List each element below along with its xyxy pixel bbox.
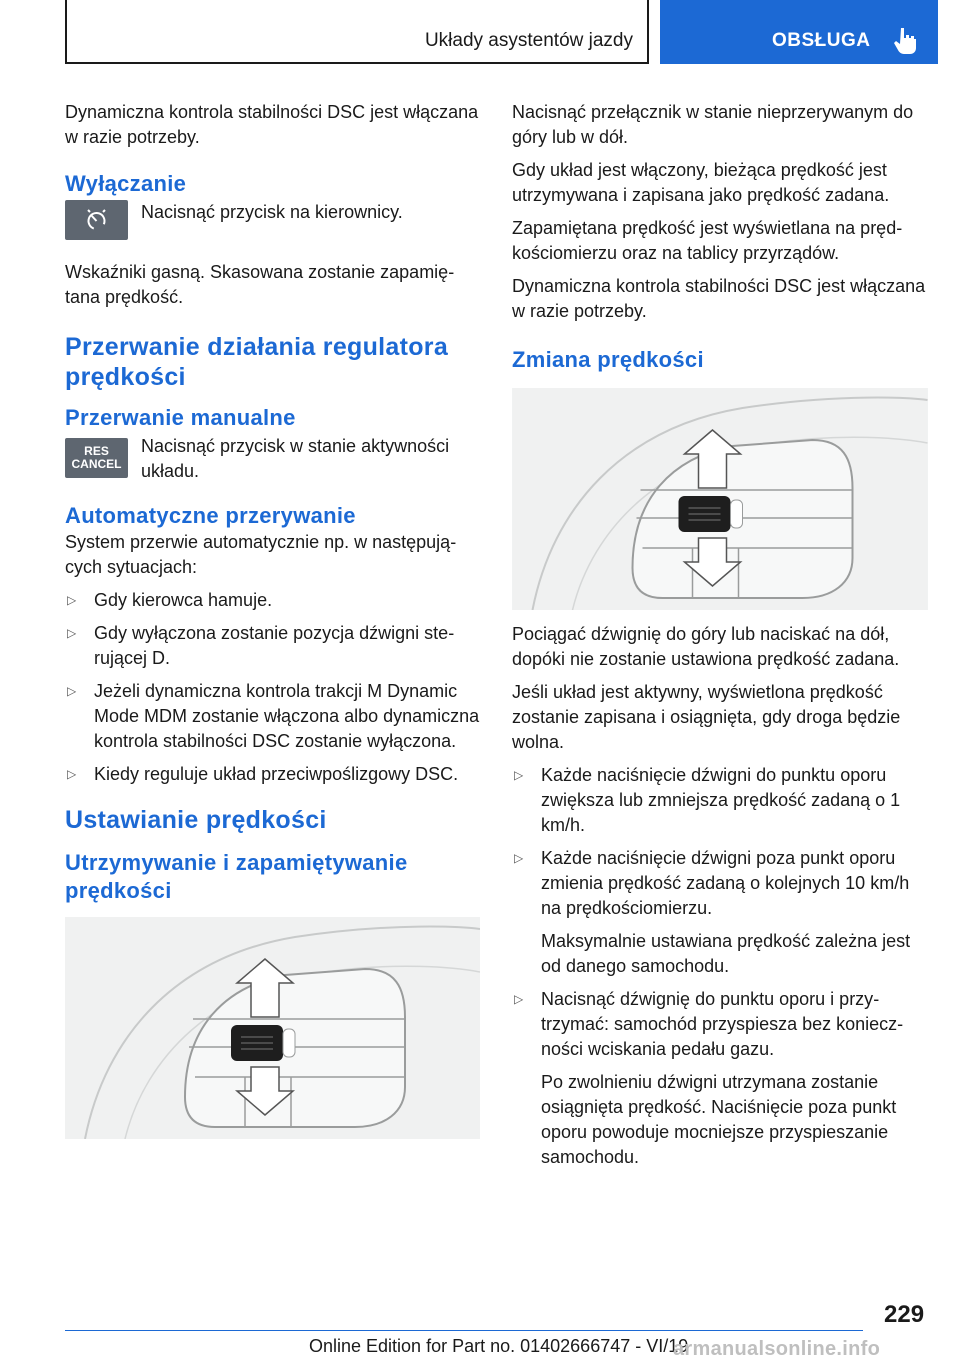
list-item: ▷ Jeżeli dynamiczna kontrola trakcji M Dynamic Mode MDM zostanie włączona albo dynamiczna kontrola stabilności DSC zostanie wyłączona.	[67, 681, 480, 751]
speedometer-icon	[65, 200, 128, 240]
heading-hold-speed: Utrzymywanie i zapamiętywanie prędkości	[65, 850, 408, 903]
right-paragraph: Dynamiczna kontrola stabilności DSC jest włączana w razie potrzeby.	[512, 276, 926, 321]
after-image-paragraph: Jeśli układ jest aktywny, wyświetlona prędkość zostanie zapisana i osiągnięta, gdy droga będzie wolna.	[512, 682, 901, 752]
off-result-text: Wskaźniki gasną. Skasowana zostanie zapamiętana prędkość.	[65, 262, 455, 307]
chapter-tab[interactable]	[660, 0, 938, 64]
cancel-label: CANCEL	[71, 457, 122, 471]
manual-instruction: Nacisnąć przycisk w stanie aktywności układu.	[141, 436, 450, 481]
bullet-triangle-icon: ▷	[514, 851, 524, 865]
header-section-box	[65, 0, 649, 64]
res-cancel-button-icon	[65, 438, 128, 478]
list-sub-paragraph: Po zwolnieniu dźwigni utrzymana zostanie osiągnięta prędkość. Naciśnięcie poza punkt oporu powoduje mocniejsze przyspieszanie samochodu.	[541, 1072, 897, 1167]
bullet-triangle-icon: ▷	[67, 593, 77, 607]
list-sub-paragraph: Maksymalnie ustawiana prędkość zależna jest od danego samochodu.	[541, 931, 911, 976]
steering-wheel-illustration	[65, 917, 480, 1139]
bullet-triangle-icon: ▷	[67, 626, 77, 640]
bullet-triangle-icon: ▷	[514, 992, 524, 1006]
right-paragraph: Zapamiętana prędkość jest wyświetlana na prędkościomierzu oraz na tablicy przyrządów.	[512, 218, 903, 263]
heading-set-speed: Ustawianie prędkości	[65, 806, 327, 834]
heading-wylaczanie: Wyłączanie	[65, 171, 187, 196]
change-speed-list-cont	[512, 987, 928, 1062]
chapter-tab-label: OBSŁUGA	[772, 30, 871, 51]
cruise-control-off-icon	[65, 200, 128, 240]
watermark: armanualsonline.info	[673, 1338, 881, 1360]
steering-wheel-illustration	[512, 388, 928, 610]
off-instruction: Nacisnąć przycisk na kierownicy.	[141, 202, 403, 222]
heading-interrupt: Przerwanie działania regulatora prędkości	[65, 333, 449, 391]
right-column	[512, 100, 928, 1178]
page-number: 229	[884, 1301, 925, 1328]
left-column	[65, 100, 481, 1139]
bullet-triangle-icon: ▷	[67, 684, 77, 698]
left-intro-text: Dynamiczna kontrola stabilności DSC jest włączana w razie potrzeby.	[65, 102, 479, 147]
heading-auto: Automatyczne przerywanie	[65, 503, 356, 528]
heading-manual: Przerwanie manualne	[65, 405, 296, 430]
res-cancel-row	[65, 434, 481, 490]
list-item: ▷ Gdy kierowca hamuje.	[65, 588, 481, 613]
steering-wheel-lever-image-right	[512, 388, 928, 610]
list-item: ▷ Nacisnąć dźwignię do punktu oporu i przytrzymać: samochód przyspiesza bez konieczności wciskania pedału gazu.	[514, 989, 904, 1059]
off-button-row	[65, 200, 481, 250]
bullet-triangle-icon: ▷	[67, 767, 77, 781]
right-paragraph: Nacisnąć przełącznik w stanie nieprzerywanym do góry lub w dół.	[512, 102, 914, 147]
res-label: RES	[84, 444, 109, 458]
hand-pointer-icon	[893, 26, 919, 54]
auto-list	[65, 588, 481, 787]
bullet-triangle-icon: ▷	[514, 768, 524, 782]
list-item: ▷ Gdy wyłączona zostanie pozycja dźwigni sterującej D.	[67, 623, 455, 668]
list-item: ▷ Każde naciśnięcie dźwigni poza punkt oporu zmienia prędkość zadaną o kolejnych 10 km/h na prędkościomierzu.	[514, 848, 910, 918]
section-title: Układy asystentów jazdy	[424, 30, 633, 51]
auto-intro-text: System przerwie automatycznie np. w następujących sytuacjach:	[65, 532, 457, 577]
steering-wheel-lever-image-left	[65, 917, 480, 1139]
list-item: ▷ Kiedy reguluje układ przeciwpoślizgowy DSC.	[65, 762, 481, 787]
after-image-paragraph: Pociągać dźwignię do góry lub naciskać na dół, dopóki nie zostanie ustawiona prędkość zadana.	[512, 624, 900, 669]
heading-change-speed: Zmiana prędkości	[512, 347, 704, 372]
change-speed-list	[512, 763, 928, 921]
list-item: ▷ Każde naciśnięcie dźwigni do punktu oporu zwiększa lub zmniejsza prędkość zadaną o 1 km/h.	[514, 765, 901, 835]
right-paragraph: Gdy układ jest włączony, bieżąca prędkość jest utrzymywana i zapisana jako prędkość zadana.	[512, 160, 890, 205]
footer-divider	[65, 1330, 863, 1331]
edition-text: Online Edition for Part no. 01402666747 - VI/19	[309, 1336, 689, 1356]
